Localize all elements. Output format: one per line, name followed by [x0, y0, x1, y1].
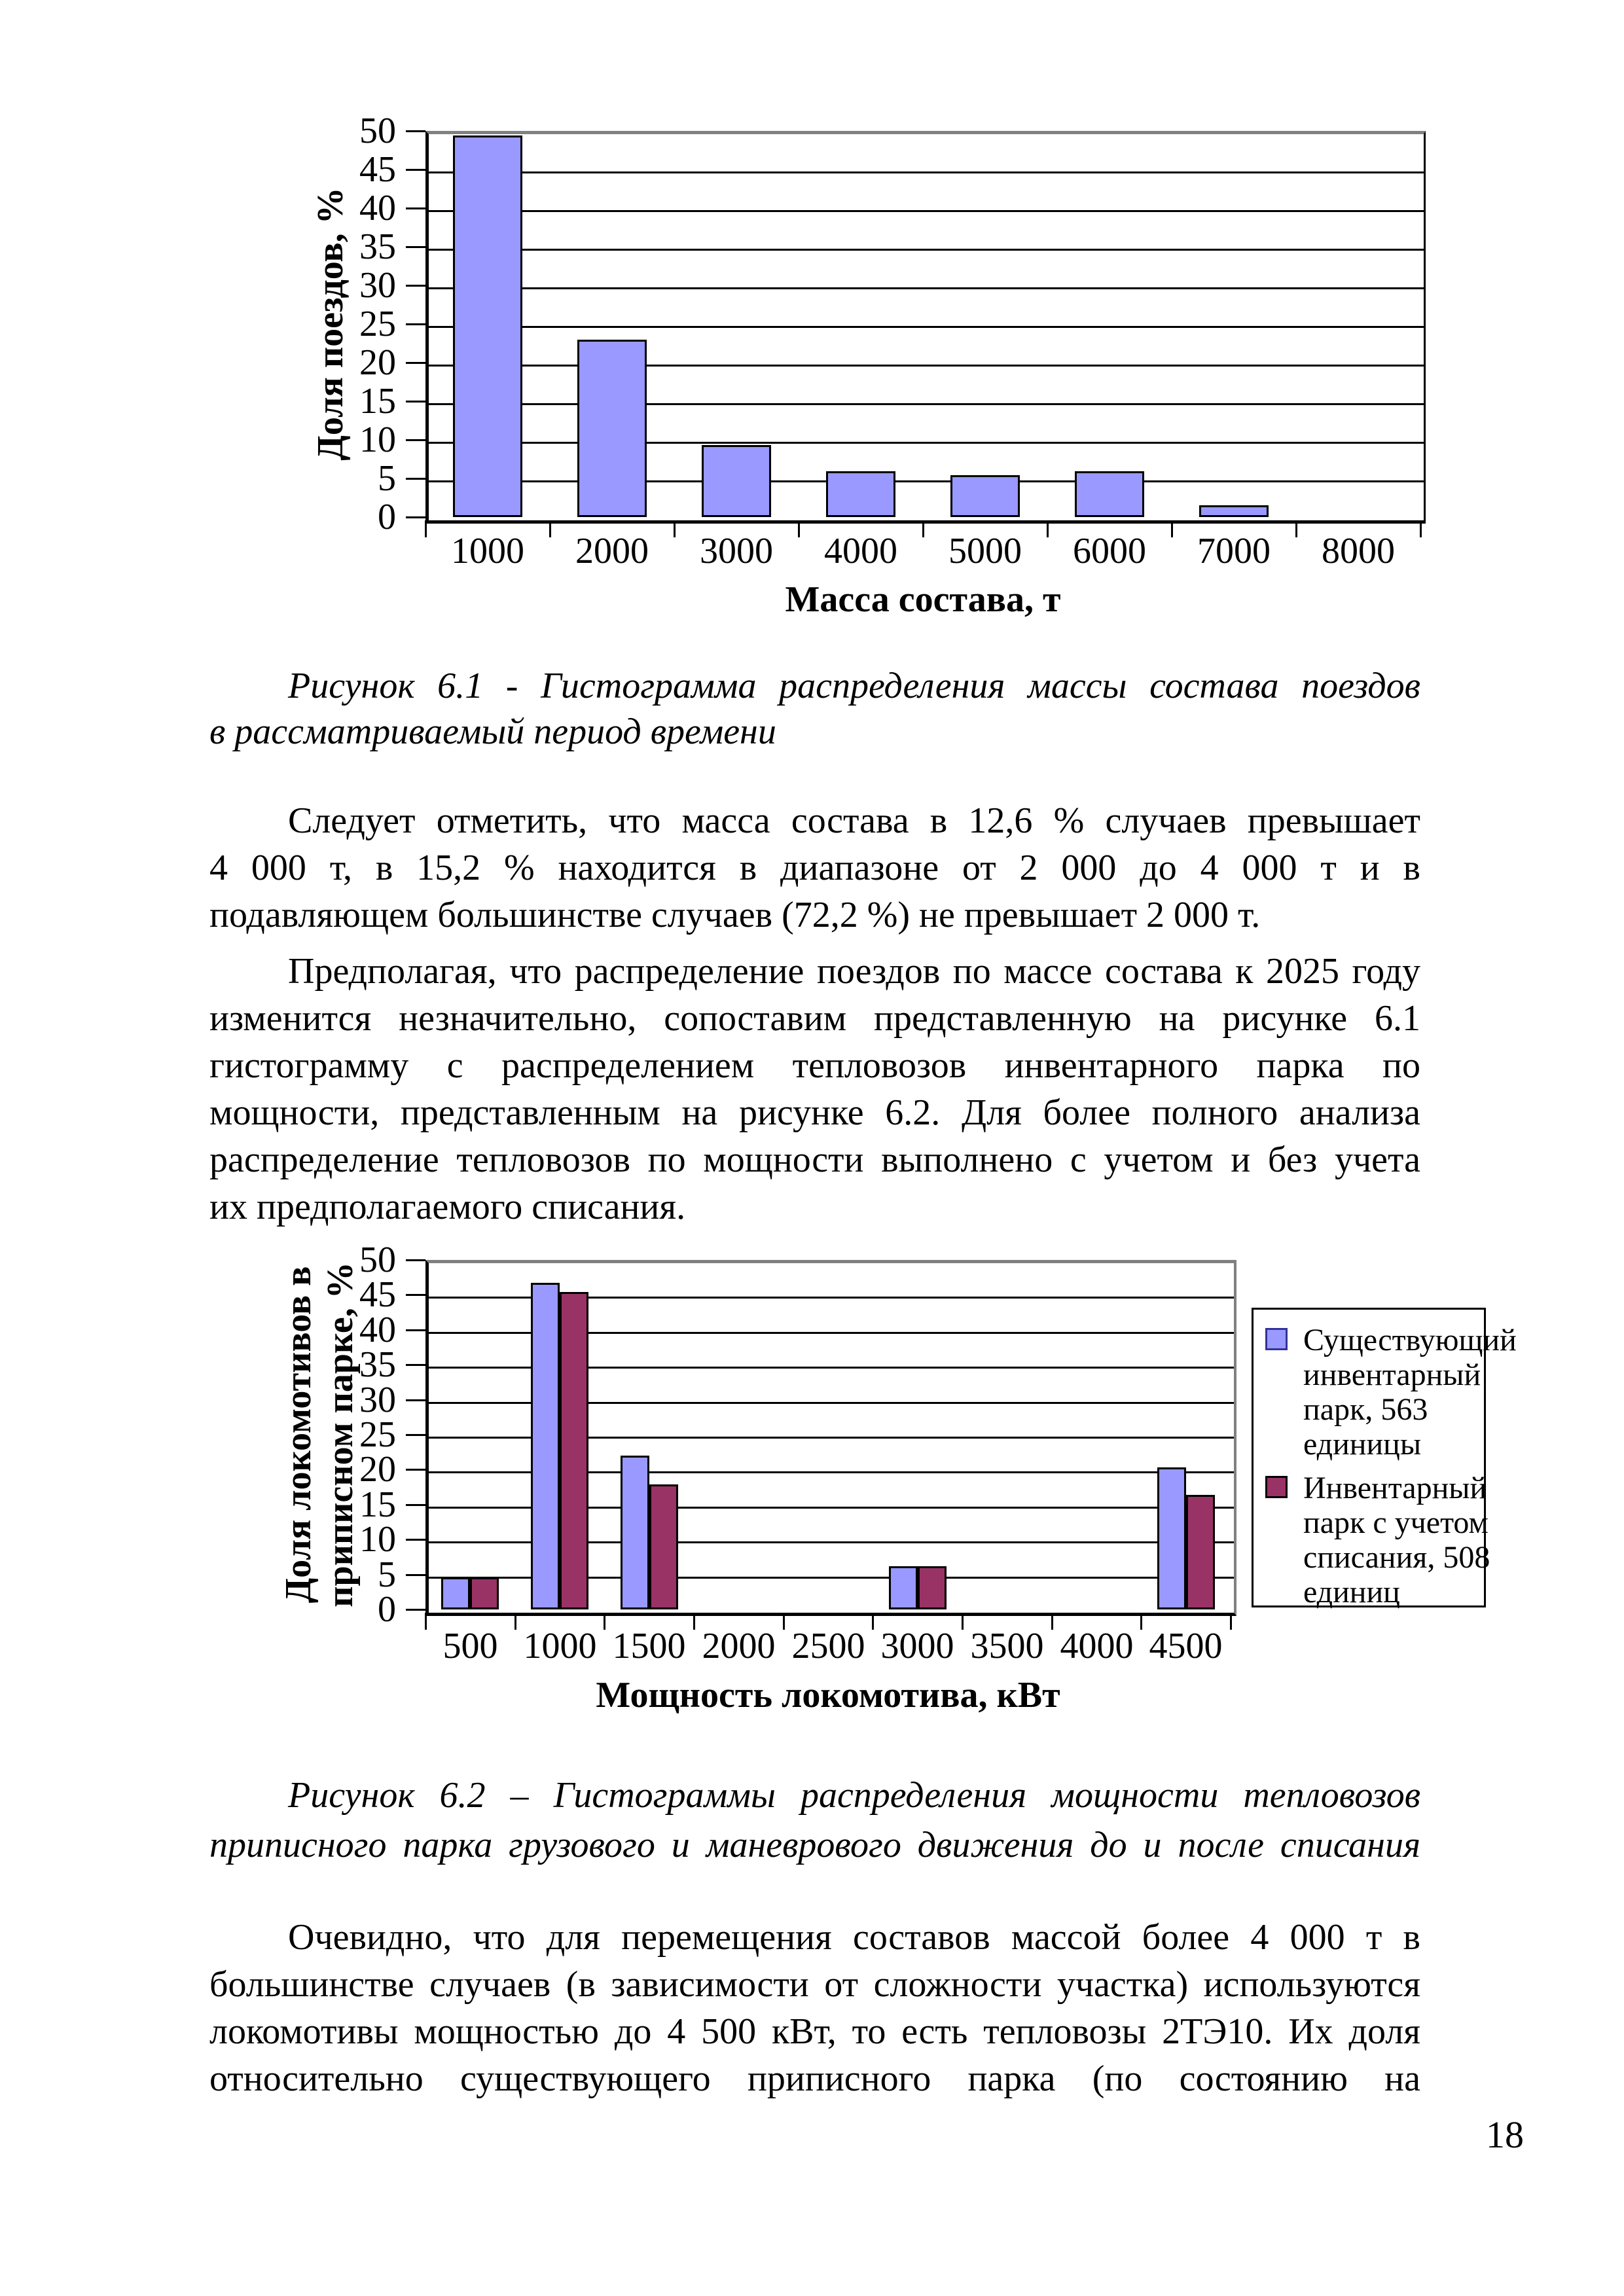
text-line: их предполагаемого списания. — [209, 1187, 686, 1227]
bar-3000-s1 — [702, 445, 771, 517]
x-axis-tick — [549, 520, 551, 537]
x-tick-label: 3000 — [700, 531, 773, 571]
bar-4500-s2 — [1186, 1495, 1215, 1609]
gridline — [429, 1332, 1234, 1334]
x-tick-label: 2000 — [702, 1626, 776, 1666]
legend-entry-label — [1303, 1323, 1517, 1462]
x-axis-title: Мощность локомотива, кВт — [596, 1675, 1060, 1715]
y-axis-tick — [406, 1364, 425, 1366]
figure-6-2-caption — [209, 1770, 1420, 1870]
legend-entry-label — [1303, 1471, 1490, 1609]
y-tick-label: 35 — [359, 226, 396, 267]
text-line: подавляющем большинстве случаев (72,2 %) не превышает 2 000 т. — [209, 895, 1261, 935]
x-axis-tick — [514, 1613, 516, 1630]
legend-swatch — [1265, 1328, 1288, 1350]
y-tick-label: 15 — [359, 1484, 396, 1525]
bar-4500-s1 — [1157, 1467, 1186, 1609]
x-tick-label: 8000 — [1322, 531, 1395, 571]
bar-500-s1 — [441, 1577, 470, 1609]
x-tick-label: 3000 — [880, 1626, 954, 1666]
y-axis-title-line: Доля поездов, % — [310, 187, 351, 461]
x-axis-tick — [604, 1613, 605, 1630]
y-tick-label: 20 — [359, 342, 396, 383]
text-line: большинстве случаев (в зависимости от сложности участка) используются — [209, 1964, 1420, 2005]
bar-500-s2 — [470, 1577, 499, 1609]
y-tick-label: 30 — [359, 265, 396, 306]
gridline — [429, 171, 1424, 173]
x-tick-label: 2500 — [791, 1626, 865, 1666]
x-tick-label: 1000 — [451, 531, 524, 571]
y-axis-tick — [406, 1399, 425, 1401]
bar-5000-s1 — [950, 475, 1020, 517]
gridline — [429, 480, 1424, 482]
gridline — [429, 1507, 1234, 1509]
text-line: локомотивы мощностью до 4 500 кВт, то есть тепловозы 2ТЭ10. Их доля — [209, 2011, 1420, 2052]
text-line: распределение тепловозов по мощности выполнено с учетом и без учета — [209, 1139, 1420, 1180]
text-line: изменится незначительно, сопоставим представленную на рисунке 6.1 — [209, 998, 1420, 1039]
legend-label-line: Инвентарный — [1303, 1471, 1487, 1505]
x-axis-tick — [425, 520, 427, 537]
y-axis-title — [278, 1206, 361, 1664]
text-line: 4 000 т, в 15,2 % находится в диапазоне от 2 000 до 4 000 т и в — [209, 848, 1420, 888]
y-tick-label: 5 — [378, 1554, 396, 1595]
x-tick-label: 1500 — [612, 1626, 686, 1666]
bar-1000-s1 — [453, 135, 522, 517]
x-axis-title: Масса состава, т — [785, 579, 1061, 620]
y-axis-tick — [406, 207, 425, 209]
text-line: Очевидно, что для перемещения составов массой более 4 000 т в — [288, 1917, 1420, 1958]
y-axis-tick — [406, 1294, 425, 1296]
text-line: приписного парка грузового и маневрового движения до и после списания — [209, 1825, 1420, 1865]
x-axis-tick — [1171, 520, 1173, 537]
y-axis-tick — [406, 169, 425, 171]
legend-label-line: инвентарный — [1303, 1357, 1481, 1392]
gridline — [429, 1471, 1234, 1473]
y-axis-tick — [406, 362, 425, 364]
gridline — [429, 1367, 1234, 1369]
legend-label-line: парк с учетом — [1303, 1505, 1489, 1540]
page-number: 18 — [1486, 2113, 1524, 2156]
y-axis-tick — [406, 1469, 425, 1471]
y-axis-tick — [406, 1259, 425, 1261]
x-axis-tick — [1230, 1613, 1232, 1630]
legend-label-line: единиц — [1303, 1575, 1400, 1609]
y-axis-title-line: Доля локомотивов в — [278, 1266, 319, 1604]
bar-3000-s2 — [918, 1566, 947, 1609]
y-tick-label: 50 — [359, 111, 396, 151]
legend-label-line: единицы — [1303, 1427, 1422, 1462]
gridline — [429, 326, 1424, 328]
text-line: Рисунок 6.1 - Гистограмма распределения массы состава поездов — [288, 666, 1420, 706]
x-axis-tick — [962, 1613, 964, 1630]
y-axis-tick — [406, 516, 425, 518]
gridline — [429, 249, 1424, 251]
y-axis-tick — [406, 285, 425, 287]
gridline — [429, 1402, 1234, 1404]
legend-swatch — [1265, 1476, 1288, 1498]
gridline — [429, 210, 1424, 212]
y-tick-label: 5 — [378, 458, 396, 499]
x-axis-tick — [425, 1613, 427, 1630]
x-axis-tick — [783, 1613, 785, 1630]
bar-1500-s1 — [621, 1456, 649, 1609]
y-axis-tick — [406, 439, 425, 441]
y-axis-tick — [406, 1434, 425, 1436]
x-axis-tick — [798, 520, 800, 537]
gridline — [429, 365, 1424, 367]
y-tick-label: 0 — [378, 1589, 396, 1630]
y-tick-label: 50 — [359, 1240, 396, 1280]
plot-area — [425, 131, 1426, 524]
gridline — [429, 1437, 1234, 1439]
x-axis-tick — [1047, 520, 1049, 537]
x-axis-tick — [1420, 520, 1422, 537]
figure-6-1-caption — [209, 663, 1420, 755]
legend-label-line: Существующий — [1303, 1323, 1517, 1357]
y-tick-label: 45 — [359, 149, 396, 190]
x-tick-label: 7000 — [1197, 531, 1271, 571]
text-line: в рассматриваемый период времени — [209, 711, 776, 752]
y-axis-tick — [406, 130, 425, 132]
x-axis-tick — [1295, 520, 1297, 537]
x-axis-tick — [1051, 1613, 1053, 1630]
paragraph-2 — [209, 948, 1420, 1230]
text-line: Рисунок 6.2 – Гистограммы распределения мощности тепловозов — [288, 1775, 1420, 1816]
x-tick-label: 6000 — [1073, 531, 1146, 571]
y-axis-title-line: приписном парке, % — [320, 1262, 361, 1607]
bar-1500-s2 — [649, 1484, 678, 1609]
x-axis-tick — [922, 520, 924, 537]
paragraph-1 — [209, 797, 1420, 939]
x-tick-label: 2000 — [575, 531, 649, 571]
y-tick-label: 25 — [359, 1414, 396, 1455]
y-tick-label: 10 — [359, 1519, 396, 1560]
x-axis-tick — [674, 520, 676, 537]
y-axis-tick — [406, 1609, 425, 1611]
bar-2000-s1 — [577, 340, 647, 517]
text-line: относительно существующего приписного парка (по состоянию на — [209, 2058, 1420, 2099]
legend-entry-1 — [1265, 1323, 1517, 1462]
bar-7000-s1 — [1199, 505, 1269, 517]
gridline — [429, 1541, 1234, 1543]
y-tick-label: 20 — [359, 1449, 396, 1490]
x-tick-label: 1000 — [523, 1626, 597, 1666]
y-tick-label: 25 — [359, 304, 396, 344]
plot-area — [425, 1260, 1236, 1616]
x-axis-tick — [693, 1613, 695, 1630]
text-line: Следует отметить, что масса состава в 12,6 % случаев превышает — [288, 800, 1420, 841]
y-axis-title — [310, 95, 352, 553]
text-line: гистограмму с распределением тепловозов инвентарного парка по — [209, 1045, 1420, 1086]
x-axis-tick — [1140, 1613, 1142, 1630]
gridline — [429, 442, 1424, 444]
x-tick-label: 500 — [442, 1626, 498, 1666]
text-line: Предполагая, что распределение поездов по массе состава к 2025 году — [288, 951, 1420, 992]
y-tick-label: 0 — [378, 497, 396, 537]
gridline — [429, 1577, 1234, 1579]
x-tick-label: 4500 — [1149, 1626, 1223, 1666]
x-axis-tick — [872, 1613, 874, 1630]
x-tick-label: 3500 — [970, 1626, 1044, 1666]
x-tick-label: 5000 — [948, 531, 1022, 571]
y-tick-label: 40 — [359, 1309, 396, 1350]
y-axis-tick — [406, 246, 425, 248]
gridline — [429, 1297, 1234, 1299]
gridline — [429, 403, 1424, 405]
bar-3000-s1 — [889, 1566, 918, 1609]
legend — [1252, 1308, 1517, 1609]
y-tick-label: 30 — [359, 1379, 396, 1420]
bar-1000-s1 — [531, 1283, 560, 1609]
y-axis-tick — [406, 478, 425, 480]
y-axis-tick — [406, 1539, 425, 1541]
gridline — [429, 287, 1424, 289]
y-axis-tick — [406, 1504, 425, 1506]
legend-entry-2 — [1265, 1471, 1490, 1609]
x-tick-label: 4000 — [1060, 1626, 1134, 1666]
y-tick-label: 35 — [359, 1344, 396, 1386]
y-axis-tick — [406, 401, 425, 403]
x-tick-label: 4000 — [824, 531, 897, 571]
text-line: мощности, представленным на рисунке 6.2. Для более полного анализа — [209, 1092, 1420, 1133]
paragraph-3 — [209, 1914, 1420, 2102]
y-tick-label: 40 — [359, 188, 396, 228]
legend-label-line: парк, 563 — [1303, 1392, 1428, 1427]
bar-1000-s2 — [560, 1292, 588, 1609]
y-tick-label: 45 — [359, 1274, 396, 1316]
y-tick-label: 10 — [359, 420, 396, 460]
bar-6000-s1 — [1075, 471, 1144, 517]
legend-label-line: списания, 508 — [1303, 1540, 1490, 1575]
bar-4000-s1 — [826, 471, 895, 517]
y-tick-label: 15 — [359, 381, 396, 422]
y-axis-tick — [406, 1574, 425, 1576]
y-axis-tick — [406, 323, 425, 325]
y-axis-tick — [406, 1329, 425, 1331]
